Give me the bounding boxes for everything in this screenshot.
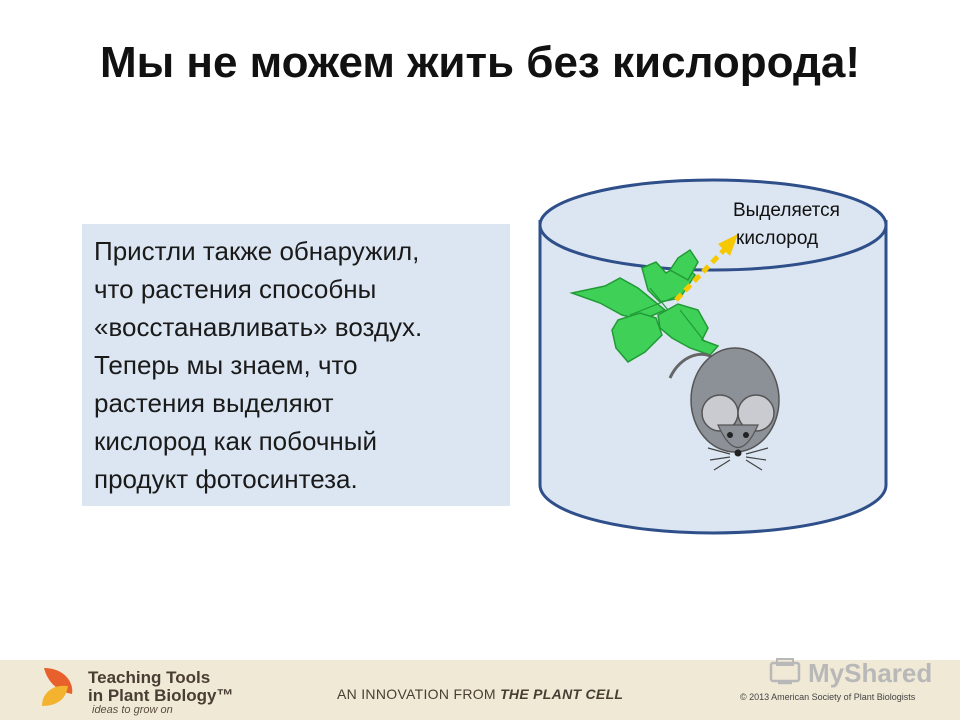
body-line-3: «восстанавливать» воздух. bbox=[94, 312, 423, 342]
body-line-2: что растения способны bbox=[94, 274, 377, 304]
innovation-brand: THE PLANT CELL bbox=[500, 686, 624, 702]
body-line-6: кислород как побочный bbox=[94, 426, 378, 456]
copyright-text: © 2013 American Society of Plant Biologists bbox=[740, 692, 916, 702]
leaf-logo-icon bbox=[38, 664, 82, 710]
body-textbox bbox=[82, 224, 510, 506]
myshared-logo-icon bbox=[768, 657, 804, 687]
jar-diagram bbox=[530, 170, 900, 550]
logo-title-line2: in Plant Biology™ bbox=[88, 686, 234, 705]
innovation-credit bbox=[337, 686, 623, 702]
body-line-5: растения выделяют bbox=[94, 388, 334, 418]
oxygen-label-line1: Выделяется bbox=[733, 200, 840, 221]
innovation-prefix: AN INNOVATION FROM bbox=[337, 686, 501, 702]
body-line-4: Теперь мы знаем, что bbox=[94, 350, 358, 380]
body-line-7: продукт фотосинтеза. bbox=[94, 464, 358, 494]
jar-rim bbox=[540, 180, 886, 270]
body-line-1: Пристли также обнаружил, bbox=[94, 236, 420, 266]
oxygen-label-line2: кислород bbox=[736, 228, 819, 249]
logo-tagline: ideas to grow on bbox=[92, 704, 173, 716]
slide-title: Мы не можем жить без кислорода! bbox=[99, 38, 861, 87]
myshared-watermark: MyShared bbox=[808, 658, 933, 688]
logo-title-line1: Teaching Tools bbox=[88, 668, 211, 687]
